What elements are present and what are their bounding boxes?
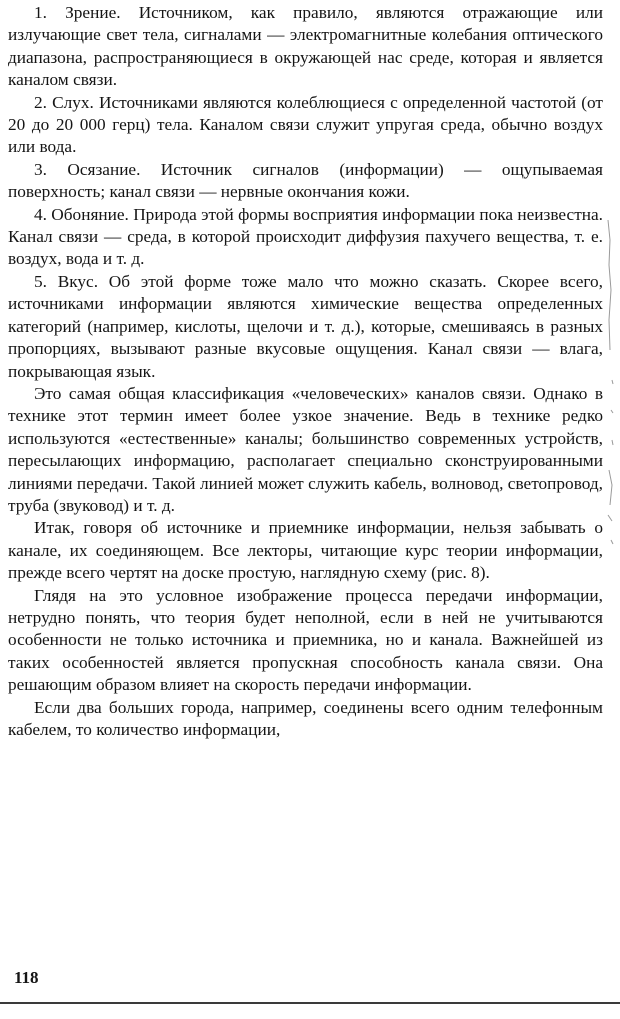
paragraph-taste: 5. Вкус. Об этой форме тоже мало что можно сказать. Скорее всего, источниками информации являются химические вещества определенных категорий (например, кислоты, щелочи и т. д.), которые, смешиваясь в разных пропорциях, вызывают разные вкусовые ощущения. Канал связи — влага, покрывающая язык. [8, 271, 603, 381]
paragraph-vision: 1. Зрение. Источником, как правило, являются отражающие или излучающие свет тела, сигналами — электромагнитные колебания оптического диапазона, распространяющиеся в окружающей нас среде, которая и является каналом связи. [8, 3, 603, 90]
paragraph-scheme: Глядя на это условное изображение процесса передачи информации, нетрудно понять, что теория будет неполной, если в ней не учитываются особенности не только источника и приемника, но и канала. Важнейшей из таких особенностей является пропускная способность канала связи. Она решающим образом влияет на скорость передачи информации. [8, 585, 603, 695]
paragraph-touch: 3. Осязание. Источник сигналов (информации) — ощупываемая поверхность; канал связи — нервные окончания кожи. [8, 159, 603, 202]
paragraph-cities: Если два больших города, например, соединены всего одним телефонным кабелем, то количество информации, [8, 697, 603, 739]
margin-pencil-marks [603, 210, 619, 570]
paragraph-hearing: 2. Слух. Источниками являются колеблющиеся с определенной частотой (от 20 до 20 000 герц) тела. Каналом связи служит упругая среда, обычно воздух или вода. [8, 92, 603, 157]
page-number: 118 [14, 968, 39, 987]
paragraph-channel: Итак, говоря об источнике и приемнике информации, нельзя забывать о канале, их соединяющем. Все лекторы, читающие курс теории информации, прежде всего чертят на доске простую, наглядную схему (рис. 8). [8, 518, 603, 583]
body-text [8, 2, 603, 741]
bottom-rule [0, 1002, 620, 1004]
paragraph-smell: 4. Обоняние. Природа этой формы восприятия информации пока неизвестна. Канал связи — среда, в которой происходит диффузия пахучего вещества, т. е. воздух, вода и т. д. [8, 204, 603, 269]
paragraph-classification: Это самая общая классификация «человеческих» каналов связи. Однако в технике этот термин имеет более узкое значение. Ведь в технике редко используются «естественные» каналы; большинство современных устройств, пересылающих информацию, располагает специально сконструированными линиями передачи. Такой линией может служить кабель, волновод, светопровод, труба (звуковод) и т. д. [8, 383, 603, 515]
